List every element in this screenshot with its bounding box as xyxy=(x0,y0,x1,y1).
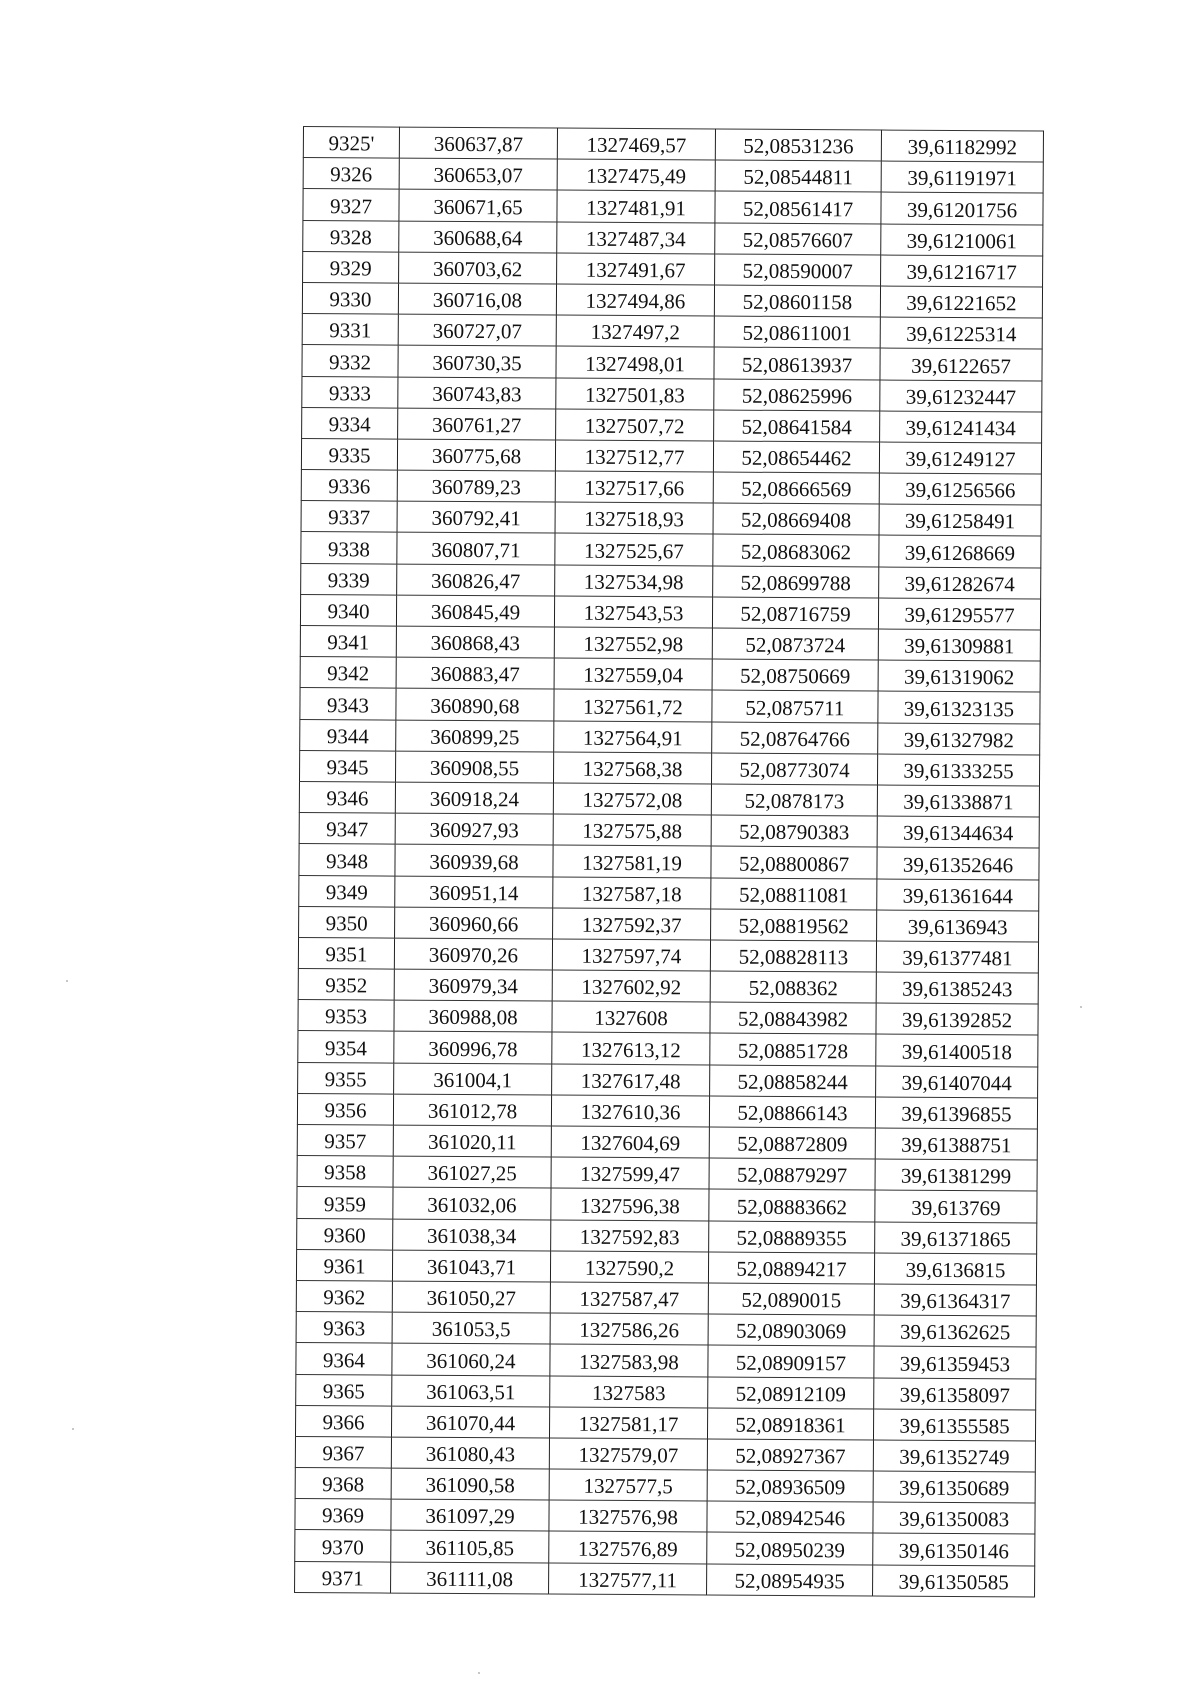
latitude-cell: 52,08699788 xyxy=(713,566,879,598)
longitude-cell: 39,61333255 xyxy=(877,754,1039,786)
point-number-cell: 9341 xyxy=(300,625,396,657)
table-row xyxy=(303,220,1043,256)
y-coordinate-cell: 1327561,72 xyxy=(554,689,712,721)
longitude-cell: 39,61225314 xyxy=(880,317,1042,349)
table-row xyxy=(299,813,1039,849)
latitude-cell: 52,08716759 xyxy=(712,597,878,629)
point-number-cell: 9333 xyxy=(302,376,398,408)
longitude-cell: 39,61319062 xyxy=(878,660,1040,692)
latitude-cell: 52,08879297 xyxy=(709,1158,875,1190)
y-coordinate-cell: 1327596,38 xyxy=(551,1188,709,1220)
table-row xyxy=(298,969,1038,1005)
table-row xyxy=(298,1031,1038,1067)
x-coordinate-cell: 360775,68 xyxy=(397,439,555,471)
x-coordinate-cell: 361012,78 xyxy=(393,1094,551,1126)
x-coordinate-cell: 360979,34 xyxy=(394,969,552,1001)
x-coordinate-cell: 361053,5 xyxy=(392,1312,550,1344)
latitude-cell: 52,08872809 xyxy=(709,1127,875,1159)
coordinates-table-body xyxy=(295,127,1044,1597)
latitude-cell: 52,08936509 xyxy=(707,1470,873,1502)
y-coordinate-cell: 1327613,12 xyxy=(552,1032,710,1064)
longitude-cell: 39,61309881 xyxy=(878,629,1040,661)
latitude-cell: 52,08811081 xyxy=(711,878,877,910)
longitude-cell: 39,61258491 xyxy=(879,504,1041,536)
x-coordinate-cell: 360883,47 xyxy=(396,657,554,689)
x-coordinate-cell: 360826,47 xyxy=(397,564,555,596)
table-row xyxy=(297,1124,1037,1160)
y-coordinate-cell: 1327602,92 xyxy=(552,970,710,1002)
x-coordinate-cell: 361004,1 xyxy=(394,1063,552,1095)
table-row xyxy=(295,1499,1035,1535)
point-number-cell: 9366 xyxy=(295,1405,391,1437)
latitude-cell: 52,08666569 xyxy=(713,472,879,504)
point-number-cell: 9327 xyxy=(303,189,399,221)
table-row xyxy=(298,1000,1038,1036)
x-coordinate-cell: 361080,43 xyxy=(391,1437,549,1469)
x-coordinate-cell: 361050,27 xyxy=(392,1281,550,1313)
latitude-cell: 52,08613937 xyxy=(714,347,880,379)
table-row xyxy=(303,158,1043,194)
latitude-cell: 52,08912109 xyxy=(708,1376,874,1408)
latitude-cell: 52,08611001 xyxy=(714,316,880,348)
point-number-cell: 9336 xyxy=(301,470,397,502)
longitude-cell: 39,61350585 xyxy=(873,1565,1035,1597)
latitude-cell: 52,08669408 xyxy=(713,503,879,535)
latitude-cell: 52,08889355 xyxy=(709,1221,875,1253)
latitude-cell: 52,08531236 xyxy=(715,129,881,161)
point-number-cell: 9358 xyxy=(297,1156,393,1188)
latitude-cell: 52,08843982 xyxy=(710,1002,876,1034)
longitude-cell: 39,61327982 xyxy=(878,723,1040,755)
latitude-cell: 52,08790383 xyxy=(711,815,877,847)
coordinates-table xyxy=(294,126,1044,1597)
latitude-cell: 52,08954935 xyxy=(707,1564,873,1596)
latitude-cell: 52,08819562 xyxy=(711,909,877,941)
latitude-cell: 52,08561417 xyxy=(715,191,881,223)
longitude-cell: 39,61396855 xyxy=(875,1097,1037,1129)
x-coordinate-cell: 360703,62 xyxy=(399,252,557,284)
y-coordinate-cell: 1327581,17 xyxy=(549,1407,707,1439)
point-number-cell: 9337 xyxy=(301,501,397,533)
x-coordinate-cell: 360789,23 xyxy=(397,470,555,502)
longitude-cell: 39,61361644 xyxy=(877,879,1039,911)
x-coordinate-cell: 360951,14 xyxy=(395,876,553,908)
table-row xyxy=(301,563,1041,599)
table-row xyxy=(300,719,1040,755)
table-row xyxy=(301,470,1041,506)
table-row xyxy=(296,1280,1036,1316)
point-number-cell: 9354 xyxy=(298,1031,394,1063)
longitude-cell: 39,61381299 xyxy=(875,1159,1037,1191)
y-coordinate-cell: 1327534,98 xyxy=(555,565,713,597)
x-coordinate-cell: 361032,06 xyxy=(393,1187,551,1219)
scan-speck xyxy=(72,1428,74,1430)
y-coordinate-cell: 1327507,72 xyxy=(556,409,714,441)
y-coordinate-cell: 1327564,91 xyxy=(554,721,712,753)
point-number-cell: 9334 xyxy=(302,407,398,439)
table-row xyxy=(297,1187,1037,1223)
point-number-cell: 9344 xyxy=(300,719,396,751)
longitude-cell: 39,61358097 xyxy=(874,1378,1036,1410)
x-coordinate-cell: 360792,41 xyxy=(397,501,555,533)
x-coordinate-cell: 360637,87 xyxy=(399,127,557,159)
table-row xyxy=(297,1156,1037,1192)
longitude-cell: 39,61407044 xyxy=(876,1066,1038,1098)
scan-speck xyxy=(1080,1006,1082,1008)
x-coordinate-cell: 360868,43 xyxy=(396,626,554,658)
point-number-cell: 9326 xyxy=(303,158,399,190)
y-coordinate-cell: 1327583 xyxy=(550,1376,708,1408)
latitude-cell: 52,08654462 xyxy=(713,441,879,473)
latitude-cell: 52,08641584 xyxy=(714,410,880,442)
longitude-cell: 39,61392852 xyxy=(876,1003,1038,1035)
table-row xyxy=(296,1374,1036,1410)
scan-speck xyxy=(66,980,68,982)
x-coordinate-cell: 360939,68 xyxy=(395,844,553,876)
longitude-cell: 39,61352646 xyxy=(877,847,1039,879)
latitude-cell: 52,08909157 xyxy=(708,1345,874,1377)
y-coordinate-cell: 1327481,91 xyxy=(557,190,715,222)
table-row xyxy=(299,906,1039,942)
table-row xyxy=(303,127,1043,163)
latitude-cell: 52,08750669 xyxy=(712,659,878,691)
x-coordinate-cell: 360890,68 xyxy=(396,688,554,720)
point-number-cell: 9365 xyxy=(296,1374,392,1406)
x-coordinate-cell: 361111,08 xyxy=(391,1562,549,1594)
point-number-cell: 9347 xyxy=(299,813,395,845)
point-number-cell: 9370 xyxy=(295,1530,391,1562)
table-row xyxy=(298,937,1038,973)
x-coordinate-cell: 360918,24 xyxy=(395,782,553,814)
table-row xyxy=(299,844,1039,880)
latitude-cell: 52,08828113 xyxy=(710,940,876,972)
latitude-cell: 52,0890015 xyxy=(708,1283,874,1315)
longitude-cell: 39,613769 xyxy=(875,1190,1037,1222)
point-number-cell: 9356 xyxy=(297,1093,393,1125)
table-row xyxy=(296,1312,1036,1348)
latitude-cell: 52,08942546 xyxy=(707,1501,873,1533)
longitude-cell: 39,61338871 xyxy=(877,785,1039,817)
latitude-cell: 52,08950239 xyxy=(707,1532,873,1564)
longitude-cell: 39,61362625 xyxy=(874,1315,1036,1347)
point-number-cell: 9340 xyxy=(300,594,396,626)
longitude-cell: 39,61355585 xyxy=(873,1409,1035,1441)
x-coordinate-cell: 361027,25 xyxy=(393,1156,551,1188)
longitude-cell: 39,61344634 xyxy=(877,816,1039,848)
table-row xyxy=(303,189,1043,225)
x-coordinate-cell: 360970,26 xyxy=(394,938,552,970)
table-row xyxy=(302,345,1042,381)
y-coordinate-cell: 1327617,48 xyxy=(552,1064,710,1096)
longitude-cell: 39,6136943 xyxy=(877,910,1039,942)
y-coordinate-cell: 1327559,04 xyxy=(554,658,712,690)
point-number-cell: 9339 xyxy=(301,563,397,595)
latitude-cell: 52,08927367 xyxy=(707,1439,873,1471)
latitude-cell: 52,08544811 xyxy=(715,160,881,192)
y-coordinate-cell: 1327610,36 xyxy=(551,1095,709,1127)
table-row xyxy=(302,376,1042,412)
latitude-cell: 52,0873724 xyxy=(712,628,878,660)
y-coordinate-cell: 1327487,34 xyxy=(557,222,715,254)
y-coordinate-cell: 1327577,5 xyxy=(549,1469,707,1501)
y-coordinate-cell: 1327581,19 xyxy=(553,845,711,877)
longitude-cell: 39,61388751 xyxy=(875,1128,1037,1160)
longitude-cell: 39,61256566 xyxy=(879,473,1041,505)
point-number-cell: 9367 xyxy=(295,1436,391,1468)
x-coordinate-cell: 361097,29 xyxy=(391,1499,549,1531)
table-row xyxy=(301,532,1041,568)
y-coordinate-cell: 1327592,83 xyxy=(551,1220,709,1252)
point-number-cell: 9357 xyxy=(297,1124,393,1156)
table-row xyxy=(295,1530,1035,1566)
y-coordinate-cell: 1327576,89 xyxy=(549,1531,707,1563)
latitude-cell: 52,08903069 xyxy=(708,1314,874,1346)
x-coordinate-cell: 361038,34 xyxy=(393,1219,551,1251)
latitude-cell: 52,08601158 xyxy=(714,285,880,317)
table-row xyxy=(299,750,1039,786)
x-coordinate-cell: 360899,25 xyxy=(396,720,554,752)
y-coordinate-cell: 1327579,07 xyxy=(549,1438,707,1470)
point-number-cell: 9330 xyxy=(302,282,398,314)
latitude-cell: 52,08764766 xyxy=(712,722,878,754)
latitude-cell: 52,08858244 xyxy=(710,1065,876,1097)
longitude-cell: 39,61377481 xyxy=(876,941,1038,973)
y-coordinate-cell: 1327512,77 xyxy=(555,440,713,472)
table-row xyxy=(295,1405,1035,1441)
y-coordinate-cell: 1327592,37 xyxy=(553,908,711,940)
table-row xyxy=(300,688,1040,724)
longitude-cell: 39,61364317 xyxy=(874,1284,1036,1316)
longitude-cell: 39,6136815 xyxy=(874,1253,1036,1285)
x-coordinate-cell: 360671,65 xyxy=(399,189,557,221)
latitude-cell: 52,088362 xyxy=(710,971,876,1003)
y-coordinate-cell: 1327518,93 xyxy=(555,502,713,534)
x-coordinate-cell: 360960,66 xyxy=(395,907,553,939)
x-coordinate-cell: 361043,71 xyxy=(392,1250,550,1282)
table-row xyxy=(295,1468,1035,1504)
point-number-cell: 9371 xyxy=(295,1561,391,1593)
latitude-cell: 52,08883662 xyxy=(709,1189,875,1221)
point-number-cell: 9335 xyxy=(301,438,397,470)
y-coordinate-cell: 1327599,47 xyxy=(551,1157,709,1189)
point-number-cell: 9338 xyxy=(301,532,397,564)
latitude-cell: 52,08894217 xyxy=(708,1252,874,1284)
y-coordinate-cell: 1327552,98 xyxy=(554,627,712,659)
point-number-cell: 9363 xyxy=(296,1312,392,1344)
y-coordinate-cell: 1327590,2 xyxy=(550,1251,708,1283)
point-number-cell: 9355 xyxy=(298,1062,394,1094)
x-coordinate-cell: 360727,07 xyxy=(398,314,556,346)
point-number-cell: 9368 xyxy=(295,1468,391,1500)
longitude-cell: 39,61249127 xyxy=(879,442,1041,474)
point-number-cell: 9351 xyxy=(298,937,394,969)
y-coordinate-cell: 1327572,08 xyxy=(553,783,711,815)
y-coordinate-cell: 1327525,67 xyxy=(555,533,713,565)
longitude-cell: 39,61350083 xyxy=(873,1502,1035,1534)
point-number-cell: 9342 xyxy=(300,657,396,689)
longitude-cell: 39,61282674 xyxy=(879,567,1041,599)
point-number-cell: 9343 xyxy=(300,688,396,720)
y-coordinate-cell: 1327517,66 xyxy=(555,471,713,503)
longitude-cell: 39,61221652 xyxy=(880,286,1042,318)
latitude-cell: 52,08866143 xyxy=(709,1096,875,1128)
point-number-cell: 9349 xyxy=(299,875,395,907)
longitude-cell: 39,61216717 xyxy=(881,255,1043,287)
table-row xyxy=(299,781,1039,817)
latitude-cell: 52,08625996 xyxy=(714,379,880,411)
y-coordinate-cell: 1327604,69 xyxy=(551,1126,709,1158)
longitude-cell: 39,61210061 xyxy=(881,224,1043,256)
table-row xyxy=(297,1218,1037,1254)
longitude-cell: 39,61359453 xyxy=(874,1346,1036,1378)
y-coordinate-cell: 1327568,38 xyxy=(553,752,711,784)
longitude-cell: 39,61268669 xyxy=(879,535,1041,567)
x-coordinate-cell: 360845,49 xyxy=(396,595,554,627)
scan-speck xyxy=(478,1672,480,1674)
x-coordinate-cell: 360761,27 xyxy=(398,408,556,440)
longitude-cell: 39,61323135 xyxy=(878,691,1040,723)
table-row xyxy=(298,1062,1038,1098)
y-coordinate-cell: 1327491,67 xyxy=(557,253,715,285)
latitude-cell: 52,08590007 xyxy=(715,254,881,286)
y-coordinate-cell: 1327501,83 xyxy=(556,378,714,410)
y-coordinate-cell: 1327587,18 xyxy=(553,877,711,909)
latitude-cell: 52,08918361 xyxy=(707,1408,873,1440)
y-coordinate-cell: 1327576,98 xyxy=(549,1500,707,1532)
longitude-cell: 39,61350146 xyxy=(873,1533,1035,1565)
longitude-cell: 39,61191971 xyxy=(881,161,1043,193)
y-coordinate-cell: 1327475,49 xyxy=(557,159,715,191)
longitude-cell: 39,61400518 xyxy=(876,1034,1038,1066)
table-row xyxy=(297,1093,1037,1129)
y-coordinate-cell: 1327577,11 xyxy=(549,1563,707,1595)
y-coordinate-cell: 1327575,88 xyxy=(553,814,711,846)
latitude-cell: 52,0875711 xyxy=(712,690,878,722)
point-number-cell: 9360 xyxy=(297,1218,393,1250)
x-coordinate-cell: 360653,07 xyxy=(399,158,557,190)
x-coordinate-cell: 361063,51 xyxy=(392,1375,550,1407)
table-row xyxy=(302,407,1042,443)
latitude-cell: 52,08683062 xyxy=(713,534,879,566)
point-number-cell: 9359 xyxy=(297,1187,393,1219)
latitude-cell: 52,08800867 xyxy=(711,846,877,878)
y-coordinate-cell: 1327498,01 xyxy=(556,346,714,378)
latitude-cell: 52,08576607 xyxy=(715,223,881,255)
point-number-cell: 9331 xyxy=(302,314,398,346)
x-coordinate-cell: 361090,58 xyxy=(391,1468,549,1500)
table-row xyxy=(295,1436,1035,1472)
x-coordinate-cell: 360996,78 xyxy=(394,1032,552,1064)
point-number-cell: 9361 xyxy=(296,1249,392,1281)
longitude-cell: 39,61371865 xyxy=(875,1222,1037,1254)
y-coordinate-cell: 1327587,47 xyxy=(550,1282,708,1314)
y-coordinate-cell: 1327586,26 xyxy=(550,1313,708,1345)
latitude-cell: 52,0878173 xyxy=(711,784,877,816)
x-coordinate-cell: 360716,08 xyxy=(398,283,556,315)
y-coordinate-cell: 1327543,53 xyxy=(554,596,712,628)
table-row xyxy=(301,438,1041,474)
x-coordinate-cell: 360688,64 xyxy=(399,221,557,253)
point-number-cell: 9346 xyxy=(299,781,395,813)
x-coordinate-cell: 361020,11 xyxy=(393,1125,551,1157)
table-row xyxy=(300,594,1040,630)
longitude-cell: 39,61295577 xyxy=(878,598,1040,630)
longitude-cell: 39,61350689 xyxy=(873,1471,1035,1503)
point-number-cell: 9352 xyxy=(298,969,394,1001)
longitude-cell: 39,61232447 xyxy=(880,380,1042,412)
y-coordinate-cell: 1327497,2 xyxy=(556,315,714,347)
point-number-cell: 9369 xyxy=(295,1499,391,1531)
point-number-cell: 9350 xyxy=(299,906,395,938)
point-number-cell: 9362 xyxy=(296,1280,392,1312)
x-coordinate-cell: 361060,24 xyxy=(392,1343,550,1375)
longitude-cell: 39,61385243 xyxy=(876,972,1038,1004)
table-row xyxy=(301,501,1041,537)
x-coordinate-cell: 360927,93 xyxy=(395,813,553,845)
table-row xyxy=(295,1561,1035,1597)
latitude-cell: 52,08773074 xyxy=(711,753,877,785)
table-row xyxy=(296,1343,1036,1379)
point-number-cell: 9348 xyxy=(299,844,395,876)
x-coordinate-cell: 361070,44 xyxy=(391,1406,549,1438)
table-row xyxy=(302,314,1042,350)
table-row xyxy=(300,625,1040,661)
table-row xyxy=(303,251,1043,287)
longitude-cell: 39,61201756 xyxy=(881,192,1043,224)
y-coordinate-cell: 1327583,98 xyxy=(550,1344,708,1376)
point-number-cell: 9329 xyxy=(303,251,399,283)
table-row xyxy=(300,657,1040,693)
x-coordinate-cell: 360730,35 xyxy=(398,345,556,377)
point-number-cell: 9328 xyxy=(303,220,399,252)
table-row xyxy=(302,282,1042,318)
x-coordinate-cell: 360807,71 xyxy=(397,533,555,565)
point-number-cell: 9353 xyxy=(298,1000,394,1032)
longitude-cell: 39,61241434 xyxy=(880,411,1042,443)
x-coordinate-cell: 360743,83 xyxy=(398,377,556,409)
point-number-cell: 9345 xyxy=(299,750,395,782)
x-coordinate-cell: 360988,08 xyxy=(394,1000,552,1032)
x-coordinate-cell: 361105,85 xyxy=(391,1531,549,1563)
table-row xyxy=(299,875,1039,911)
x-coordinate-cell: 360908,55 xyxy=(395,751,553,783)
y-coordinate-cell: 1327494,86 xyxy=(556,284,714,316)
point-number-cell: 9332 xyxy=(302,345,398,377)
y-coordinate-cell: 1327597,74 xyxy=(552,939,710,971)
point-number-cell: 9325' xyxy=(303,127,399,159)
point-number-cell: 9364 xyxy=(296,1343,392,1375)
y-coordinate-cell: 1327608 xyxy=(552,1001,710,1033)
longitude-cell: 39,6122657 xyxy=(880,348,1042,380)
y-coordinate-cell: 1327469,57 xyxy=(557,128,715,160)
table-row xyxy=(296,1249,1036,1285)
longitude-cell: 39,61352749 xyxy=(873,1440,1035,1472)
latitude-cell: 52,08851728 xyxy=(710,1033,876,1065)
longitude-cell: 39,61182992 xyxy=(881,130,1043,162)
